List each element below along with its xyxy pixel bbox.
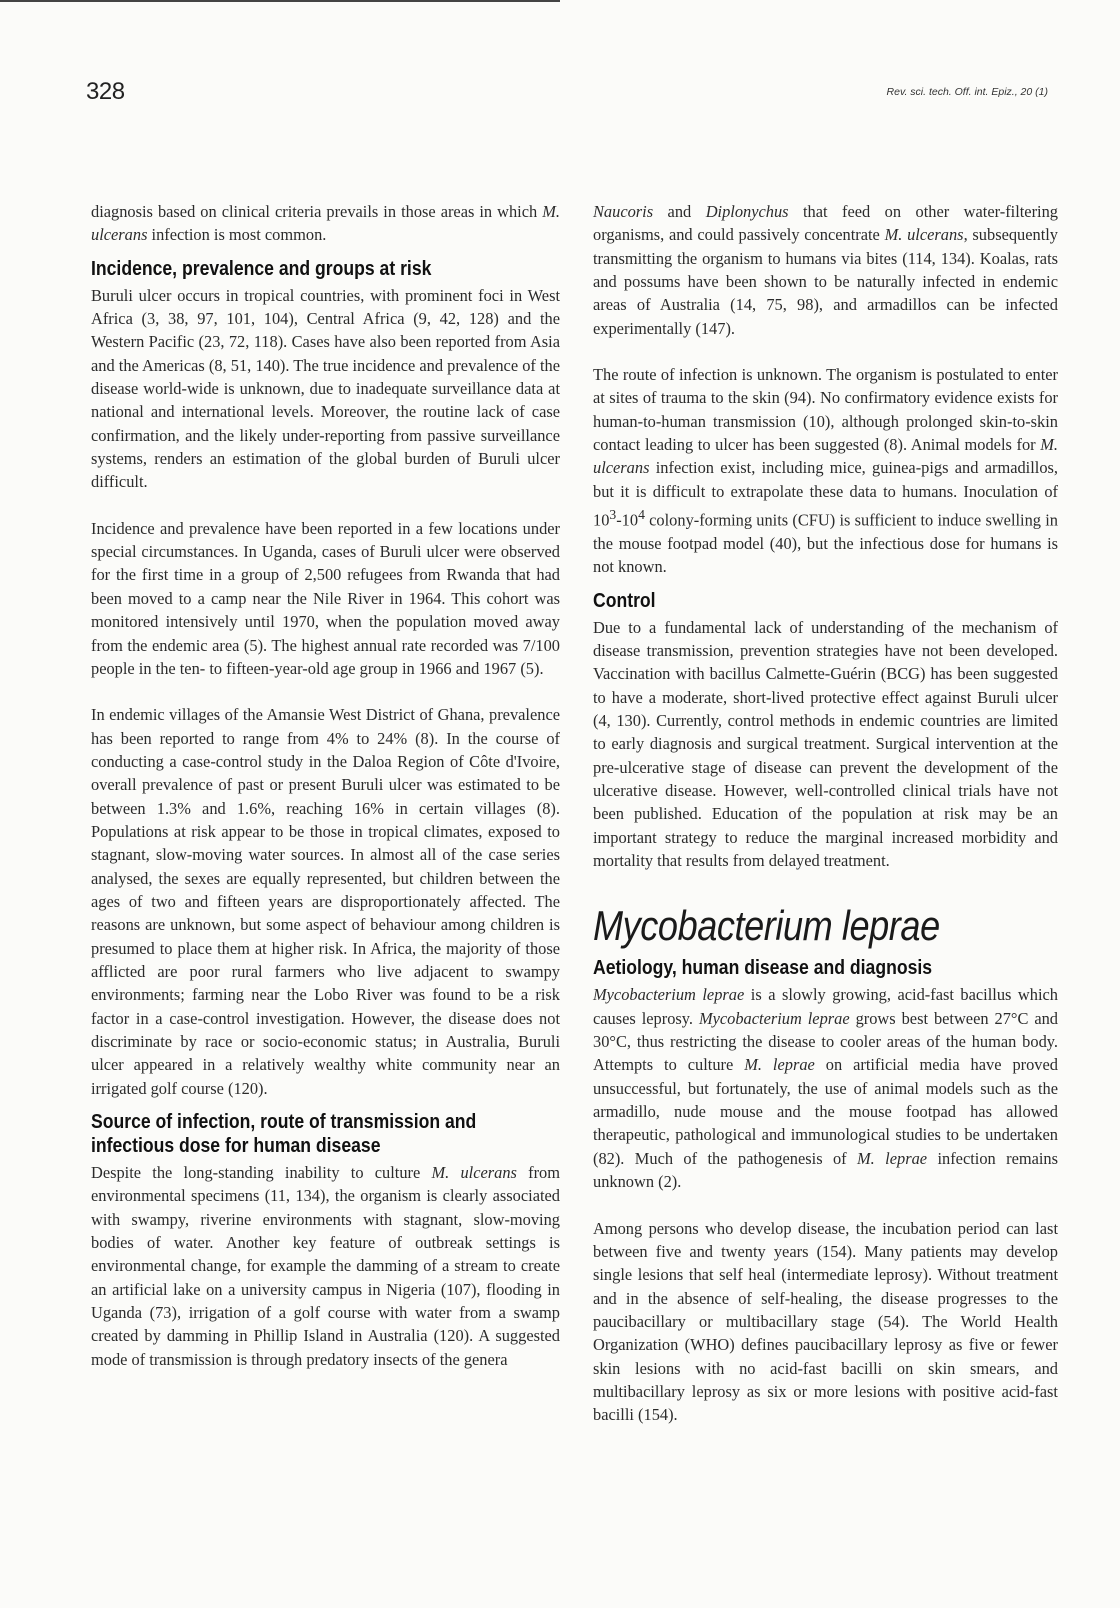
paragraph: Incidence and prevalence have been reported in a few locations under special circumstances. In Uganda, cases of Buruli ulcer were observed for the first time in a group of 2,500 refugees from Rwanda that had been moved to a camp near the Nile River in 1964. This cohort was monitored intensively until 1970, when the population moved away from the endemic area (5). The highest annual rate recorded was 7/100 people in the ten- to fifteen-year-old age group in 1966 and 1967 (5). [91,518,560,678]
paragraph: In endemic villages of the Amansie West District of Ghana, prevalence has been reported to range from 4% to 24% (8). In the course of conducting a case-control study in the Daloa Region of Côte d'Ivoire, overall prevalence of past or present Buruli ulcer was estimated to be between 1.3% and 1.6%, reaching 16% in certain villages (8). Populations at risk appear to be those in tropical climates, exposed to stagnant, slow-moving water sources. In almost all of the case series analysed, the sexes are equally represented, but children between the ages of two and fifteen years are disproportionately affected. The reasons are unknown, but some aspect of behaviour among children is presumed to place them at higher risk. In Africa, the majority of those afflicted are poor rural farmers who live adjacent to swampy environments; farming near the Lobo River was found to be a risk factor in a case-control investigation. However, the disease does not discriminate by race or socio-economic status; in Australia, Buruli ulcer appeared in a relatively wealthy white community near an irrigated golf course (120). [91,705,560,1098]
paragraph: Naucoris and Diplonychus that feed on other water-filtering organisms, and could passively concentrate M. ulcerans, subsequently transmitting the organism to humans via bites (114, 134). Koalas, rats and possums have been shown to be naturally infected in endemic areas of Australia (14, 75, 98), and armadillos can be infected experimentally (147). [593,202,1059,338]
left-column [91,200,560,1371]
paragraph: Due to a fundamental lack of understanding of the mechanism of disease transmission, prevention strategies have not been developed. Vaccination with bacillus Calmette-Guérin (BCG) has been suggested to have a moderate, short-lived protective effect against Buruli ulcer (4, 130). Currently, control methods in endemic countries are limited to early diagnosis and surgical treatment. Surgical intervention at the pre-ulcerative stage of disease can prevent the development of the ulcerative disease. However, well-controlled clinical trials have not been published. Education of the population at risk may be an important strategy to reduce the marginal increased morbidity and mortality that results from delayed treatment. [593,617,1058,871]
section-heading-aetiology: Aetiology, human disease and diagnosis [593,957,933,980]
paragraph: Buruli ulcer occurs in tropical countries, with prominent foci in West Africa (3, 38, 97, 101, 104), Central Africa (9, 42, 128) and the Western Pacific (23, 72, 118). Cases have also been reported from Asia and the Americas (8, 51, 140). The true incidence and prevalence of the disease world-wide is unknown, due to inadequate surveillance data at national and international levels. Moreover, the routine lack of case confirmation, and the likely under-reporting from passive surveillance systems, renders an estimation of the global burden of Buruli ulcer difficult. [91,285,560,492]
paragraph: Among persons who develop disease, the incubation period can last between five and twenty years (154). Many patients may develop single lesions that self heal (intermediate leprosy). Without treatment and in the absence of self-healing, the disease progresses to the paucibacillary or multibacillary stage (54). The World Health Organization (WHO) defines paucibacillary leprosy as five or fewer skin lesions with no acid-fast bacilli on skin smears, and multibacillary leprosy as six or more lesions with positive acid-fast bacilli (154). [593,1218,1058,1425]
chapter-title-mycobacterium-leprae: Mycobacterium leprae [593,902,940,950]
paragraph: Despite the long-standing inability to culture M. ulcerans from environmental specimens (11, 134), the organism is clearly associated with swampy, riverine environments with stagnant, slow-moving bodies of water. Another key feature of outbreak settings is environmental change, for example the damming of a stream to create an artificial lake on a university campus in Nigeria (107), flooding in Uganda (73), irrigation of a golf course with water from a swamp created by damming in Phillip Island in Australia (120). A suggested mode of transmission is through predatory insects of the genera [91,1163,560,1369]
section-heading-control: Control [593,589,656,612]
section-heading-incidence: Incidence, prevalence and groups at risk [91,257,432,280]
paragraph: diagnosis based on clinical criteria prevails in those areas in which M. ulcerans infection is most common. [91,202,560,245]
paragraph: Mycobacterium leprae is a slowly growing, acid-fast bacillus which causes leprosy. Mycobacterium leprae grows best between 27°C and 30°C, thus restricting the disease to cooler areas of the human body. Attempts to culture M. leprae on artificial media have proved unsuccessful, but fortunately, the use of animal models such as the armadillo, nude mouse and the mouse footpad has allowed therapeutic, pathological and immunological studies to be undertaken (82). Much of the pathogenesis of M. leprae infection remains unknown (2). [593,985,1058,1192]
page-number: 328 [86,78,125,105]
section-heading-source: Source of infection, route of transmission and infectious dose for human disease [91,1111,477,1158]
paragraph: The route of infection is unknown. The organism is postulated to enter at sites of trauma to the skin (94). No confirmatory evidence exists for human-to-human transmission (10), although prolonged skin-to-skin contact leading to ulcer has been suggested (8). Animal models for M. ulcerans infection exist, including mice, guinea-pigs and armadillos, but it is difficult to extrapolate these data to humans. Inoculation of $10^3-10^4$ colony-forming units (CFU) is sufficient to induce swelling in the mouse footpad model (40), but the infectious dose for humans is not known. [593,365,1058,577]
scan-edge-line [0,0,560,2]
journal-citation: Rev. sci. tech. Off. int. Epiz., 20 (1) [886,86,1048,98]
right-column [593,200,1058,1427]
